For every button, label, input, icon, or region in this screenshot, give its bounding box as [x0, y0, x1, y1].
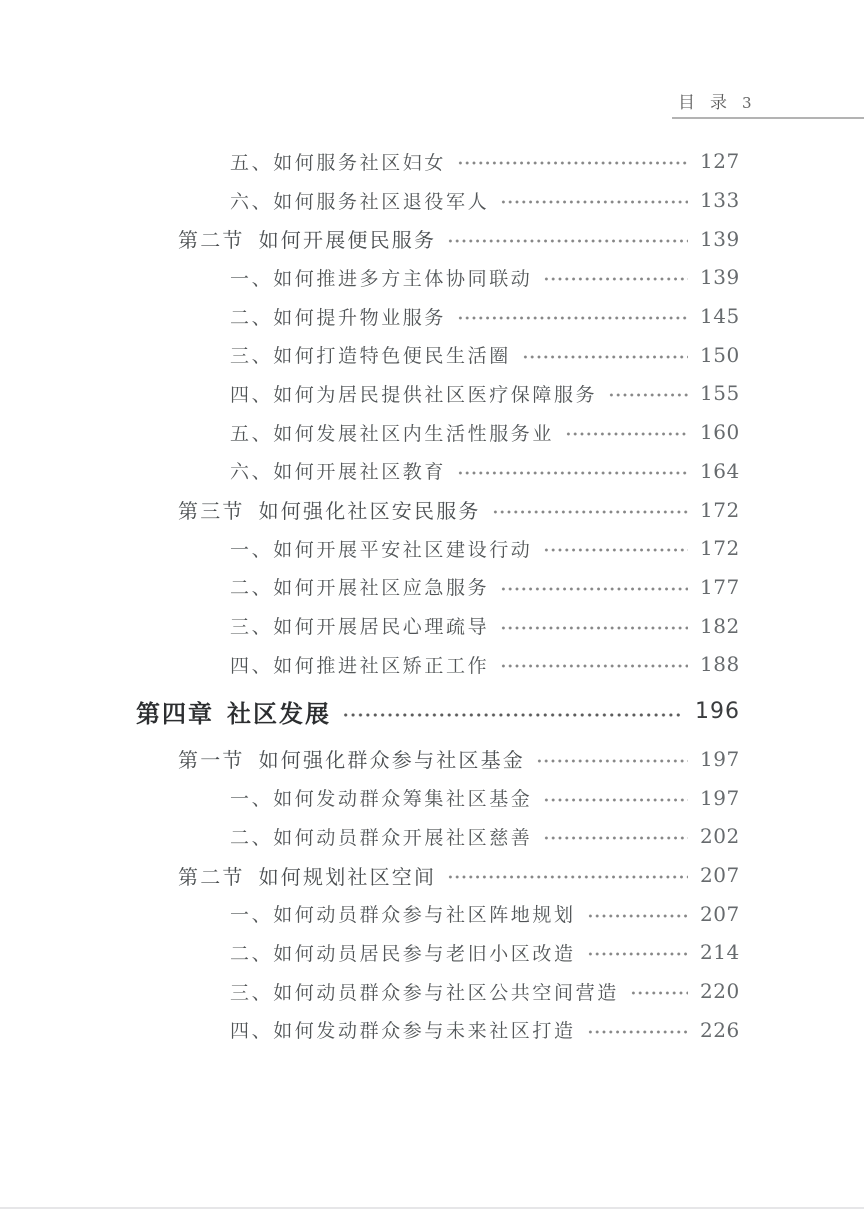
toc-page-number: 188 — [700, 652, 740, 677]
leader-dots — [447, 237, 688, 245]
toc-row — [0, 689, 864, 735]
toc-row — [0, 1010, 864, 1049]
leader-dots — [543, 796, 688, 804]
toc-entry-label: 二、如何动员居民参与老旧小区改造 — [230, 942, 576, 965]
toc-page-number: 197 — [700, 785, 740, 810]
toc-row — [0, 374, 864, 413]
leader-dots — [587, 1028, 688, 1036]
toc-entry-label: 三、如何打造特色便民生活圈 — [230, 345, 511, 368]
toc-page-number: 197 — [700, 746, 740, 771]
toc-entry-title: 如何强化社区安民服务 — [258, 499, 481, 524]
toc-page-number: 214 — [700, 940, 740, 965]
running-header-title: 目录 — [678, 93, 742, 113]
leader-dots — [536, 757, 688, 765]
toc-row — [0, 452, 864, 491]
toc-entry-label: 四、如何推进社区矫正工作 — [230, 654, 490, 677]
leader-dots — [447, 873, 688, 881]
page-bottom-edge — [0, 1207, 864, 1209]
toc-row — [0, 529, 864, 568]
running-header-page-number: 3 — [742, 94, 752, 112]
leader-dots — [587, 950, 688, 958]
leader-dots — [608, 391, 688, 399]
toc-page-number: 182 — [700, 613, 740, 638]
leader-dots — [587, 912, 688, 920]
toc-entry-label: 一、如何推进多方主体协同联动 — [230, 267, 533, 290]
toc-page-number: 133 — [700, 188, 740, 213]
toc-page-number: 220 — [700, 979, 740, 1004]
toc-entry-label: 一、如何发动群众筹集社区基金 — [230, 788, 533, 811]
toc-row — [0, 778, 864, 817]
leader-dots — [500, 198, 688, 206]
leader-dots — [543, 275, 688, 283]
toc-entry-label: 四、如何为居民提供社区医疗保障服务 — [230, 383, 598, 406]
leader-dots — [543, 546, 688, 554]
toc-entry-title: 如何强化群众参与社区基金 — [258, 748, 526, 773]
toc-row — [0, 740, 864, 779]
toc-entry-label: 第四章 — [136, 700, 214, 729]
toc-page-number: 196 — [695, 699, 740, 725]
leader-dots — [500, 585, 688, 593]
toc-row — [0, 258, 864, 297]
leader-dots — [342, 711, 683, 719]
toc-page-number: 150 — [700, 342, 740, 367]
toc-row — [0, 817, 864, 856]
toc-entry-label: 第一节 — [178, 748, 245, 773]
toc-entry-label: 二、如何提升物业服务 — [230, 306, 447, 329]
leader-dots — [522, 353, 688, 361]
leader-dots — [457, 469, 688, 477]
toc-entry-label: 三、如何动员群众参与社区公共空间营造 — [230, 981, 619, 1004]
toc-entry-title: 如何规划社区空间 — [258, 864, 437, 889]
table-of-contents — [0, 142, 864, 1049]
running-header — [672, 88, 864, 119]
leader-dots — [630, 989, 688, 997]
toc-row — [0, 297, 864, 336]
toc-page-number: 172 — [700, 536, 740, 561]
toc-entry-label: 五、如何服务社区妇女 — [230, 151, 447, 174]
toc-row — [0, 972, 864, 1011]
leader-dots — [500, 624, 688, 632]
toc-row — [0, 335, 864, 374]
leader-dots — [543, 834, 688, 842]
leader-dots — [492, 508, 688, 516]
toc-entry-label: 二、如何开展社区应急服务 — [230, 577, 490, 600]
toc-row — [0, 181, 864, 220]
toc-entry-label: 第二节 — [178, 228, 245, 253]
toc-page-number: 145 — [700, 304, 740, 329]
toc-page-number: 139 — [700, 226, 740, 251]
toc-entry-label: 二、如何动员群众开展社区慈善 — [230, 826, 533, 849]
toc-entry-label: 六、如何开展社区教育 — [230, 461, 447, 484]
toc-row — [0, 856, 864, 895]
toc-page-number: 160 — [700, 420, 740, 445]
toc-entry-title: 如何开展便民服务 — [258, 228, 437, 253]
toc-row — [0, 142, 864, 181]
toc-page-number: 226 — [700, 1017, 740, 1042]
toc-entry-label: 三、如何开展居民心理疏导 — [230, 616, 490, 639]
toc-entry-label: 第二节 — [178, 864, 245, 889]
leader-dots — [565, 430, 688, 438]
toc-page-number: 172 — [700, 497, 740, 522]
toc-row — [0, 894, 864, 933]
toc-entry-label: 五、如何发展社区内生活性服务业 — [230, 422, 555, 445]
toc-page-number: 127 — [700, 149, 740, 174]
leader-dots — [457, 159, 688, 167]
toc-entry-label: 第三节 — [178, 499, 245, 524]
toc-entry-label: 一、如何动员群众参与社区阵地规划 — [230, 904, 576, 927]
toc-page-number: 155 — [700, 381, 740, 406]
toc-page-number: 139 — [700, 265, 740, 290]
toc-page-number: 202 — [700, 824, 740, 849]
toc-page-number: 177 — [700, 574, 740, 599]
toc-row — [0, 645, 864, 684]
toc-entry-label: 一、如何开展平安社区建设行动 — [230, 538, 533, 561]
toc-row — [0, 490, 864, 529]
toc-entry-label: 四、如何发动群众参与未来社区打造 — [230, 1020, 576, 1043]
toc-row — [0, 219, 864, 258]
toc-row — [0, 568, 864, 607]
toc-row — [0, 413, 864, 452]
toc-row — [0, 933, 864, 972]
toc-page-number: 164 — [700, 458, 740, 483]
toc-page-number: 207 — [700, 901, 740, 926]
leader-dots — [500, 662, 688, 670]
toc-row — [0, 606, 864, 645]
toc-page-number: 207 — [700, 863, 740, 888]
toc-entry-label: 六、如何服务社区退役军人 — [230, 190, 490, 213]
leader-dots — [457, 314, 688, 322]
toc-entry-title: 社区发展 — [227, 700, 331, 729]
